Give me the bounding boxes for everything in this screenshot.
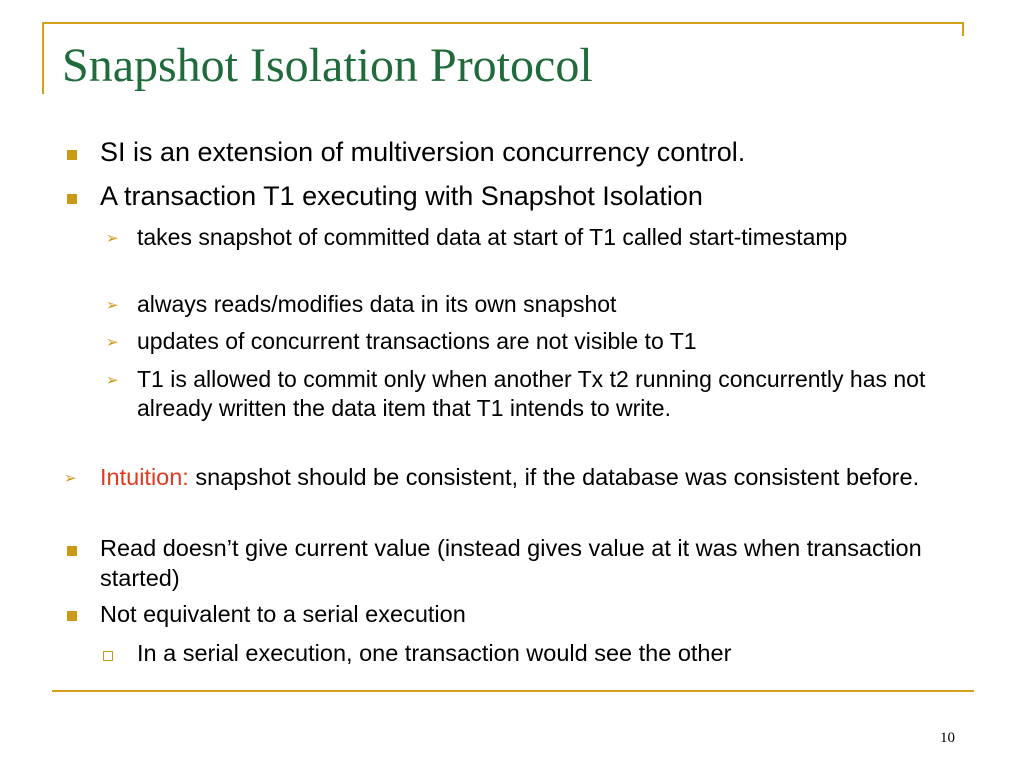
intuition-label: Intuition: — [100, 464, 189, 490]
arrow-bullet-icon: ➢ — [106, 229, 119, 247]
bullet-item: Not equivalent to a serial execution — [100, 601, 466, 627]
intuition-bullet-item — [100, 462, 960, 492]
square-bullet-icon — [67, 194, 77, 204]
arrow-bullet-icon: ➢ — [106, 333, 119, 351]
sub-bullet-item: updates of concurrent transactions are not visible to T1 — [137, 328, 697, 354]
bullet-item: Read doesn’t give current value (instead gives value at it was when transaction started) — [100, 535, 922, 591]
sub-bullet-item: always reads/modifies data in its own snapshot — [137, 291, 617, 317]
square-bullet-icon — [67, 611, 77, 621]
bullet-item: A transaction T1 executing with Snapshot Isolation — [100, 181, 703, 211]
footer-divider — [52, 690, 974, 692]
sub-bullet-item: T1 is allowed to commit only when another Tx t2 running concurrently has not already written the data item that T1 intends to write. — [137, 366, 926, 421]
slide-title: Snapshot Isolation Protocol — [62, 39, 593, 92]
arrow-bullet-icon: ➢ — [106, 296, 119, 314]
bullet-item: SI is an extension of multiversion concurrency control. — [100, 137, 746, 167]
arrow-bullet-icon: ➢ — [106, 371, 119, 389]
intuition-text: snapshot should be consistent, if the database was consistent before. — [188, 464, 920, 490]
hollow-square-bullet-icon — [103, 651, 113, 661]
arrow-bullet-icon: ➢ — [64, 469, 77, 487]
square-bullet-icon — [67, 546, 77, 556]
sub-bullet-item: In a serial execution, one transaction would see the other — [137, 640, 732, 666]
sub-bullet-item: takes snapshot of committed data at start of T1 called start-timestamp — [137, 224, 848, 250]
square-bullet-icon — [67, 150, 77, 160]
page-number: 10 — [940, 730, 955, 746]
